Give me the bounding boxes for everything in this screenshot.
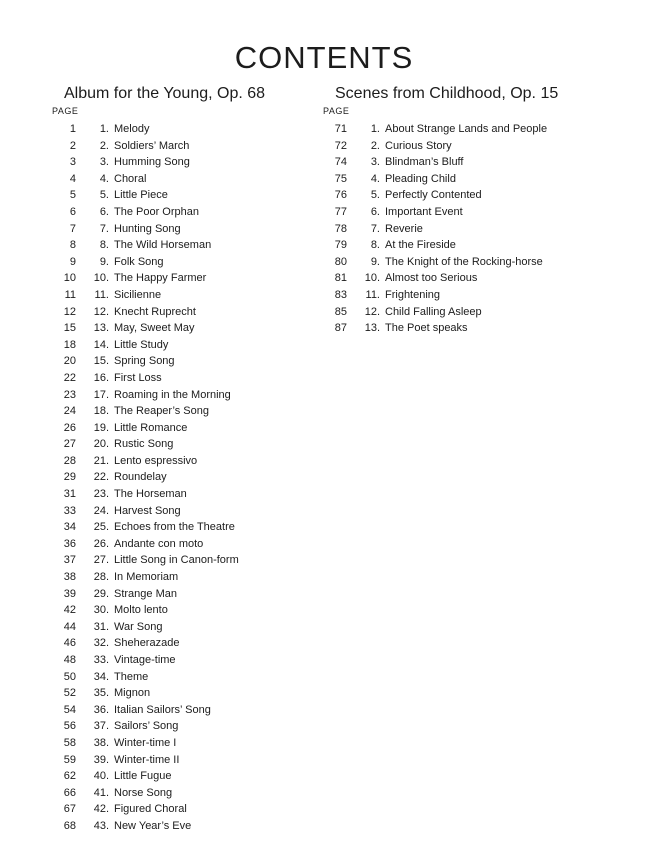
toc-entry xyxy=(52,768,342,785)
toc-entry xyxy=(52,503,342,520)
entry-title: Molto lento xyxy=(114,604,168,617)
entry-title: Strange Man xyxy=(114,587,177,600)
entry-title: In Memoriam xyxy=(114,571,179,584)
entry-title: Blindman’s Bluff xyxy=(385,156,464,169)
toc-entry xyxy=(52,635,342,652)
entry-page-number: 74 xyxy=(334,156,347,169)
entry-page-number: 15 xyxy=(63,322,76,335)
entry-piece-number: 28. xyxy=(93,571,109,584)
entry-piece-number: 42. xyxy=(93,803,109,816)
page-title: CONTENTS xyxy=(234,40,414,75)
entry-page-number: 8 xyxy=(69,239,76,252)
entry-title: Reverie xyxy=(385,222,423,235)
entry-page-number: 20 xyxy=(63,355,76,368)
entry-title: The Horseman xyxy=(114,488,187,501)
entry-piece-number: 17. xyxy=(93,388,109,401)
entry-page-number: 23 xyxy=(63,388,76,401)
entry-piece-number: 29. xyxy=(93,587,109,600)
entry-page-number: 79 xyxy=(334,239,347,252)
entry-piece-number: 30. xyxy=(93,604,109,617)
toc-entry xyxy=(52,171,342,188)
entry-piece-number: 33. xyxy=(93,654,109,666)
entry-page-number: 24 xyxy=(63,405,76,418)
entry-page-number: 42 xyxy=(63,604,76,617)
entry-piece-number: 25. xyxy=(93,521,109,534)
entry-piece-number: 34. xyxy=(93,670,109,683)
entry-title: Roundelay xyxy=(114,471,167,484)
entry-title: Harvest Song xyxy=(114,504,181,517)
entry-title: May, Sweet May xyxy=(114,322,195,335)
entry-title: Figured Choral xyxy=(114,803,187,816)
toc-rows xyxy=(52,121,342,835)
entry-title: Little Romance xyxy=(114,421,188,434)
toc-entry xyxy=(52,221,342,238)
toc-entry xyxy=(52,187,342,204)
entry-page-number: 87 xyxy=(334,322,347,335)
entry-page-number: 77 xyxy=(334,205,347,218)
entry-page-number: 67 xyxy=(63,803,76,816)
toc-entry xyxy=(52,370,342,387)
entry-piece-number: 40. xyxy=(93,770,109,783)
entry-piece-number: 9. xyxy=(370,255,380,268)
entry-piece-number: 23. xyxy=(93,488,109,501)
entry-piece-number: 24. xyxy=(93,504,109,517)
entry-piece-number: 8. xyxy=(370,239,380,252)
toc-entry xyxy=(52,735,342,752)
entry-piece-number: 20. xyxy=(93,438,109,451)
entry-piece-number: 5. xyxy=(99,189,109,202)
entry-title: Vintage-time xyxy=(114,654,176,666)
entry-title: Folk Song xyxy=(114,255,164,268)
entry-page-number: 18 xyxy=(63,338,76,351)
entry-title: Little Song in Canon-form xyxy=(114,554,239,567)
entry-page-number: 81 xyxy=(334,272,347,285)
toc-column-scenes-from-childhood xyxy=(323,84,623,337)
entry-title: Knecht Ruprecht xyxy=(114,305,196,318)
toc-entry xyxy=(52,685,342,702)
toc-entry xyxy=(323,237,623,254)
entry-piece-number: 26. xyxy=(93,537,109,550)
entry-page-number: 31 xyxy=(63,488,76,501)
toc-entry xyxy=(323,204,623,221)
entry-title: Perfectly Contented xyxy=(385,189,482,202)
entry-piece-number: 1. xyxy=(370,123,380,135)
entry-piece-number: 22. xyxy=(93,471,109,484)
toc-entry xyxy=(52,818,342,835)
toc-entry xyxy=(52,619,342,636)
toc-entry xyxy=(52,304,342,321)
entry-piece-number: 18. xyxy=(93,405,109,418)
entry-title: The Happy Farmer xyxy=(114,272,207,285)
entry-title: Winter-time I xyxy=(114,736,177,749)
entry-title: Frightening xyxy=(385,288,441,301)
entry-piece-number: 43. xyxy=(93,819,109,832)
toc-entry xyxy=(52,353,342,370)
entry-piece-number: 12. xyxy=(364,305,380,318)
entry-title: Soldiers’ March xyxy=(114,139,190,152)
entry-page-number: 71 xyxy=(334,123,347,135)
entry-piece-number: 10. xyxy=(93,272,109,285)
entry-page-number: 72 xyxy=(334,139,347,152)
entry-page-number: 46 xyxy=(63,637,76,650)
toc-entry xyxy=(52,337,342,354)
entry-piece-number: 8. xyxy=(99,239,109,252)
entry-title: Rustic Song xyxy=(114,438,174,451)
entry-title: First Loss xyxy=(114,371,162,384)
toc-entry xyxy=(52,138,342,155)
entry-title: Winter-time II xyxy=(114,753,180,766)
entry-title: Pleading Child xyxy=(385,172,456,185)
toc-entry xyxy=(323,187,623,204)
entry-piece-number: 35. xyxy=(93,687,109,700)
toc-rows xyxy=(323,121,623,337)
toc-entry xyxy=(323,121,623,138)
entry-page-number: 34 xyxy=(63,521,76,534)
entry-page-number: 11 xyxy=(64,288,76,301)
entry-piece-number: 11. xyxy=(94,288,109,301)
toc-entry xyxy=(52,287,342,304)
toc-entry xyxy=(52,785,342,802)
toc-entry xyxy=(52,552,342,569)
entry-title: Norse Song xyxy=(114,786,173,799)
entry-title: Mignon xyxy=(114,687,151,700)
entry-title: Little Piece xyxy=(114,189,168,202)
entry-page-number: 36 xyxy=(63,537,76,550)
entry-title: Humming Song xyxy=(114,156,190,169)
entry-title: Little Study xyxy=(114,338,169,351)
entry-title: Melody xyxy=(114,123,150,135)
entry-title: The Wild Horseman xyxy=(114,239,212,252)
entry-piece-number: 13. xyxy=(364,322,380,335)
toc-entry xyxy=(52,602,342,619)
toc-entry xyxy=(52,519,342,536)
entry-page-number: 59 xyxy=(63,753,76,766)
entry-title: Italian Sailors’ Song xyxy=(114,703,211,716)
entry-title: Roaming in the Morning xyxy=(114,388,231,401)
entry-title: The Knight of the Rocking-horse xyxy=(385,255,543,268)
toc-entry xyxy=(52,436,342,453)
entry-page-number: 75 xyxy=(334,172,347,185)
entry-page-number: 39 xyxy=(63,587,76,600)
entry-title: About Strange Lands and People xyxy=(385,123,548,135)
toc-entry xyxy=(52,204,342,221)
entry-page-number: 62 xyxy=(63,770,76,783)
entry-piece-number: 2. xyxy=(99,139,109,152)
entry-title: Important Event xyxy=(385,205,463,218)
section-title-scenes-from-childhood: Scenes from Childhood, Op. 15 xyxy=(335,85,559,102)
entry-piece-number: 39. xyxy=(93,753,109,766)
entry-page-number: 29 xyxy=(63,471,76,484)
entry-page-number: 10 xyxy=(63,272,76,285)
toc-entry xyxy=(52,320,342,337)
entry-page-number: 12 xyxy=(63,305,76,318)
toc-column-album-for-the-young xyxy=(52,84,342,835)
entry-page-number: 28 xyxy=(63,454,76,467)
entry-piece-number: 3. xyxy=(370,156,380,169)
toc-entry xyxy=(52,453,342,470)
toc-entry xyxy=(52,718,342,735)
entry-piece-number: 7. xyxy=(370,222,380,235)
entry-page-number: 52 xyxy=(63,687,76,700)
entry-title: The Poet speaks xyxy=(385,322,468,335)
entry-title: Theme xyxy=(114,670,149,683)
entry-piece-number: 1. xyxy=(99,123,109,135)
toc-entry xyxy=(52,702,342,719)
toc-entry xyxy=(323,138,623,155)
entry-title: Hunting Song xyxy=(114,222,181,235)
toc-entry xyxy=(323,221,623,238)
entry-page-number: 78 xyxy=(334,222,347,235)
entry-title: Lento espressivo xyxy=(114,454,198,467)
entry-page-number: 9 xyxy=(69,255,76,268)
entry-page-number: 27 xyxy=(63,438,76,451)
toc-entry xyxy=(52,569,342,586)
entry-page-number: 56 xyxy=(63,720,76,733)
toc-entry xyxy=(52,270,342,287)
entry-piece-number: 41. xyxy=(93,786,109,799)
entry-page-number: 85 xyxy=(334,305,347,318)
toc-entry xyxy=(52,403,342,420)
page-column-label: PAGE xyxy=(52,106,79,116)
toc-entry xyxy=(52,586,342,603)
entry-page-number: 2 xyxy=(69,139,76,152)
entry-title: Almost too Serious xyxy=(385,272,478,285)
entry-page-number: 58 xyxy=(63,736,76,749)
entry-piece-number: 10. xyxy=(364,272,380,285)
entry-page-number: 68 xyxy=(63,819,76,832)
entry-title: Sailors’ Song xyxy=(114,720,179,733)
entry-piece-number: 4. xyxy=(370,172,380,185)
toc-entry xyxy=(52,420,342,437)
entry-title: Child Falling Asleep xyxy=(385,305,482,318)
entry-piece-number: 2. xyxy=(370,139,380,152)
toc-entry xyxy=(52,387,342,404)
entry-page-number: 66 xyxy=(63,786,76,799)
entry-page-number: 83 xyxy=(334,288,347,301)
toc-entry xyxy=(52,801,342,818)
toc-entry xyxy=(52,254,342,271)
entry-title: Little Fugue xyxy=(114,770,172,783)
entry-piece-number: 6. xyxy=(370,205,380,218)
toc-entry xyxy=(52,237,342,254)
toc-entry xyxy=(323,154,623,171)
entry-title: War Song xyxy=(114,620,163,633)
toc-entry xyxy=(323,171,623,188)
entry-piece-number: 6. xyxy=(99,205,109,218)
entry-title: Spring Song xyxy=(114,355,175,368)
entry-piece-number: 11. xyxy=(365,288,380,301)
entry-piece-number: 32. xyxy=(93,637,109,650)
entry-page-number: 44 xyxy=(63,620,76,633)
entry-title: Andante con moto xyxy=(114,537,204,550)
page-column-label: PAGE xyxy=(323,106,350,116)
entry-piece-number: 21. xyxy=(93,454,109,467)
entry-page-number: 76 xyxy=(334,189,347,202)
entry-title: Sicilienne xyxy=(114,288,162,301)
entry-piece-number: 37. xyxy=(93,720,109,733)
entry-page-number: 1 xyxy=(69,123,76,135)
entry-title: Choral xyxy=(114,172,147,185)
entry-piece-number: 27. xyxy=(93,554,109,567)
entry-piece-number: 15. xyxy=(93,355,109,368)
entry-page-number: 5 xyxy=(69,189,76,202)
entry-page-number: 7 xyxy=(69,222,76,235)
entry-page-number: 22 xyxy=(63,371,76,384)
entry-piece-number: 19. xyxy=(93,421,109,434)
toc-entry xyxy=(52,469,342,486)
entry-page-number: 26 xyxy=(63,421,76,434)
entry-piece-number: 14. xyxy=(93,338,109,351)
toc-entry xyxy=(52,669,342,686)
toc-entry xyxy=(52,121,342,138)
toc-entry xyxy=(52,652,342,669)
entry-piece-number: 3. xyxy=(99,156,109,169)
entry-title: Sheherazade xyxy=(114,637,180,650)
toc-entry xyxy=(323,254,623,271)
entry-piece-number: 5. xyxy=(370,189,380,202)
entry-page-number: 48 xyxy=(63,654,76,666)
entry-title: The Poor Orphan xyxy=(114,205,199,218)
entry-page-number: 50 xyxy=(63,670,76,683)
entry-piece-number: 16. xyxy=(93,371,109,384)
entry-title: Echoes from the Theatre xyxy=(114,521,235,534)
toc-entry xyxy=(323,287,623,304)
entry-page-number: 37 xyxy=(63,554,76,567)
entry-page-number: 54 xyxy=(63,703,76,716)
entry-title: New Year’s Eve xyxy=(114,819,192,832)
toc-entry xyxy=(323,320,623,337)
entry-page-number: 38 xyxy=(63,571,76,584)
entry-piece-number: 4. xyxy=(99,172,109,185)
toc-entry xyxy=(52,486,342,503)
entry-piece-number: 38. xyxy=(93,736,109,749)
toc-entry xyxy=(52,154,342,171)
toc-entry xyxy=(323,304,623,321)
entry-piece-number: 31. xyxy=(93,620,109,633)
entry-title: The Reaper’s Song xyxy=(114,405,209,418)
toc-entry xyxy=(323,270,623,287)
entry-page-number: 3 xyxy=(69,156,76,169)
entry-page-number: 33 xyxy=(63,504,76,517)
entry-piece-number: 13. xyxy=(93,322,109,335)
entry-page-number: 4 xyxy=(69,172,76,185)
entry-piece-number: 9. xyxy=(99,255,109,268)
entry-piece-number: 36. xyxy=(93,703,109,716)
section-title-album-for-the-young: Album for the Young, Op. 68 xyxy=(64,85,266,102)
entry-page-number: 80 xyxy=(334,255,347,268)
toc-entry xyxy=(52,752,342,769)
toc-entry xyxy=(52,536,342,553)
entry-piece-number: 12. xyxy=(93,305,109,318)
entry-page-number: 6 xyxy=(69,205,76,218)
entry-title: At the Fireside xyxy=(385,239,456,252)
entry-piece-number: 7. xyxy=(99,222,109,235)
entry-title: Curious Story xyxy=(385,139,452,152)
